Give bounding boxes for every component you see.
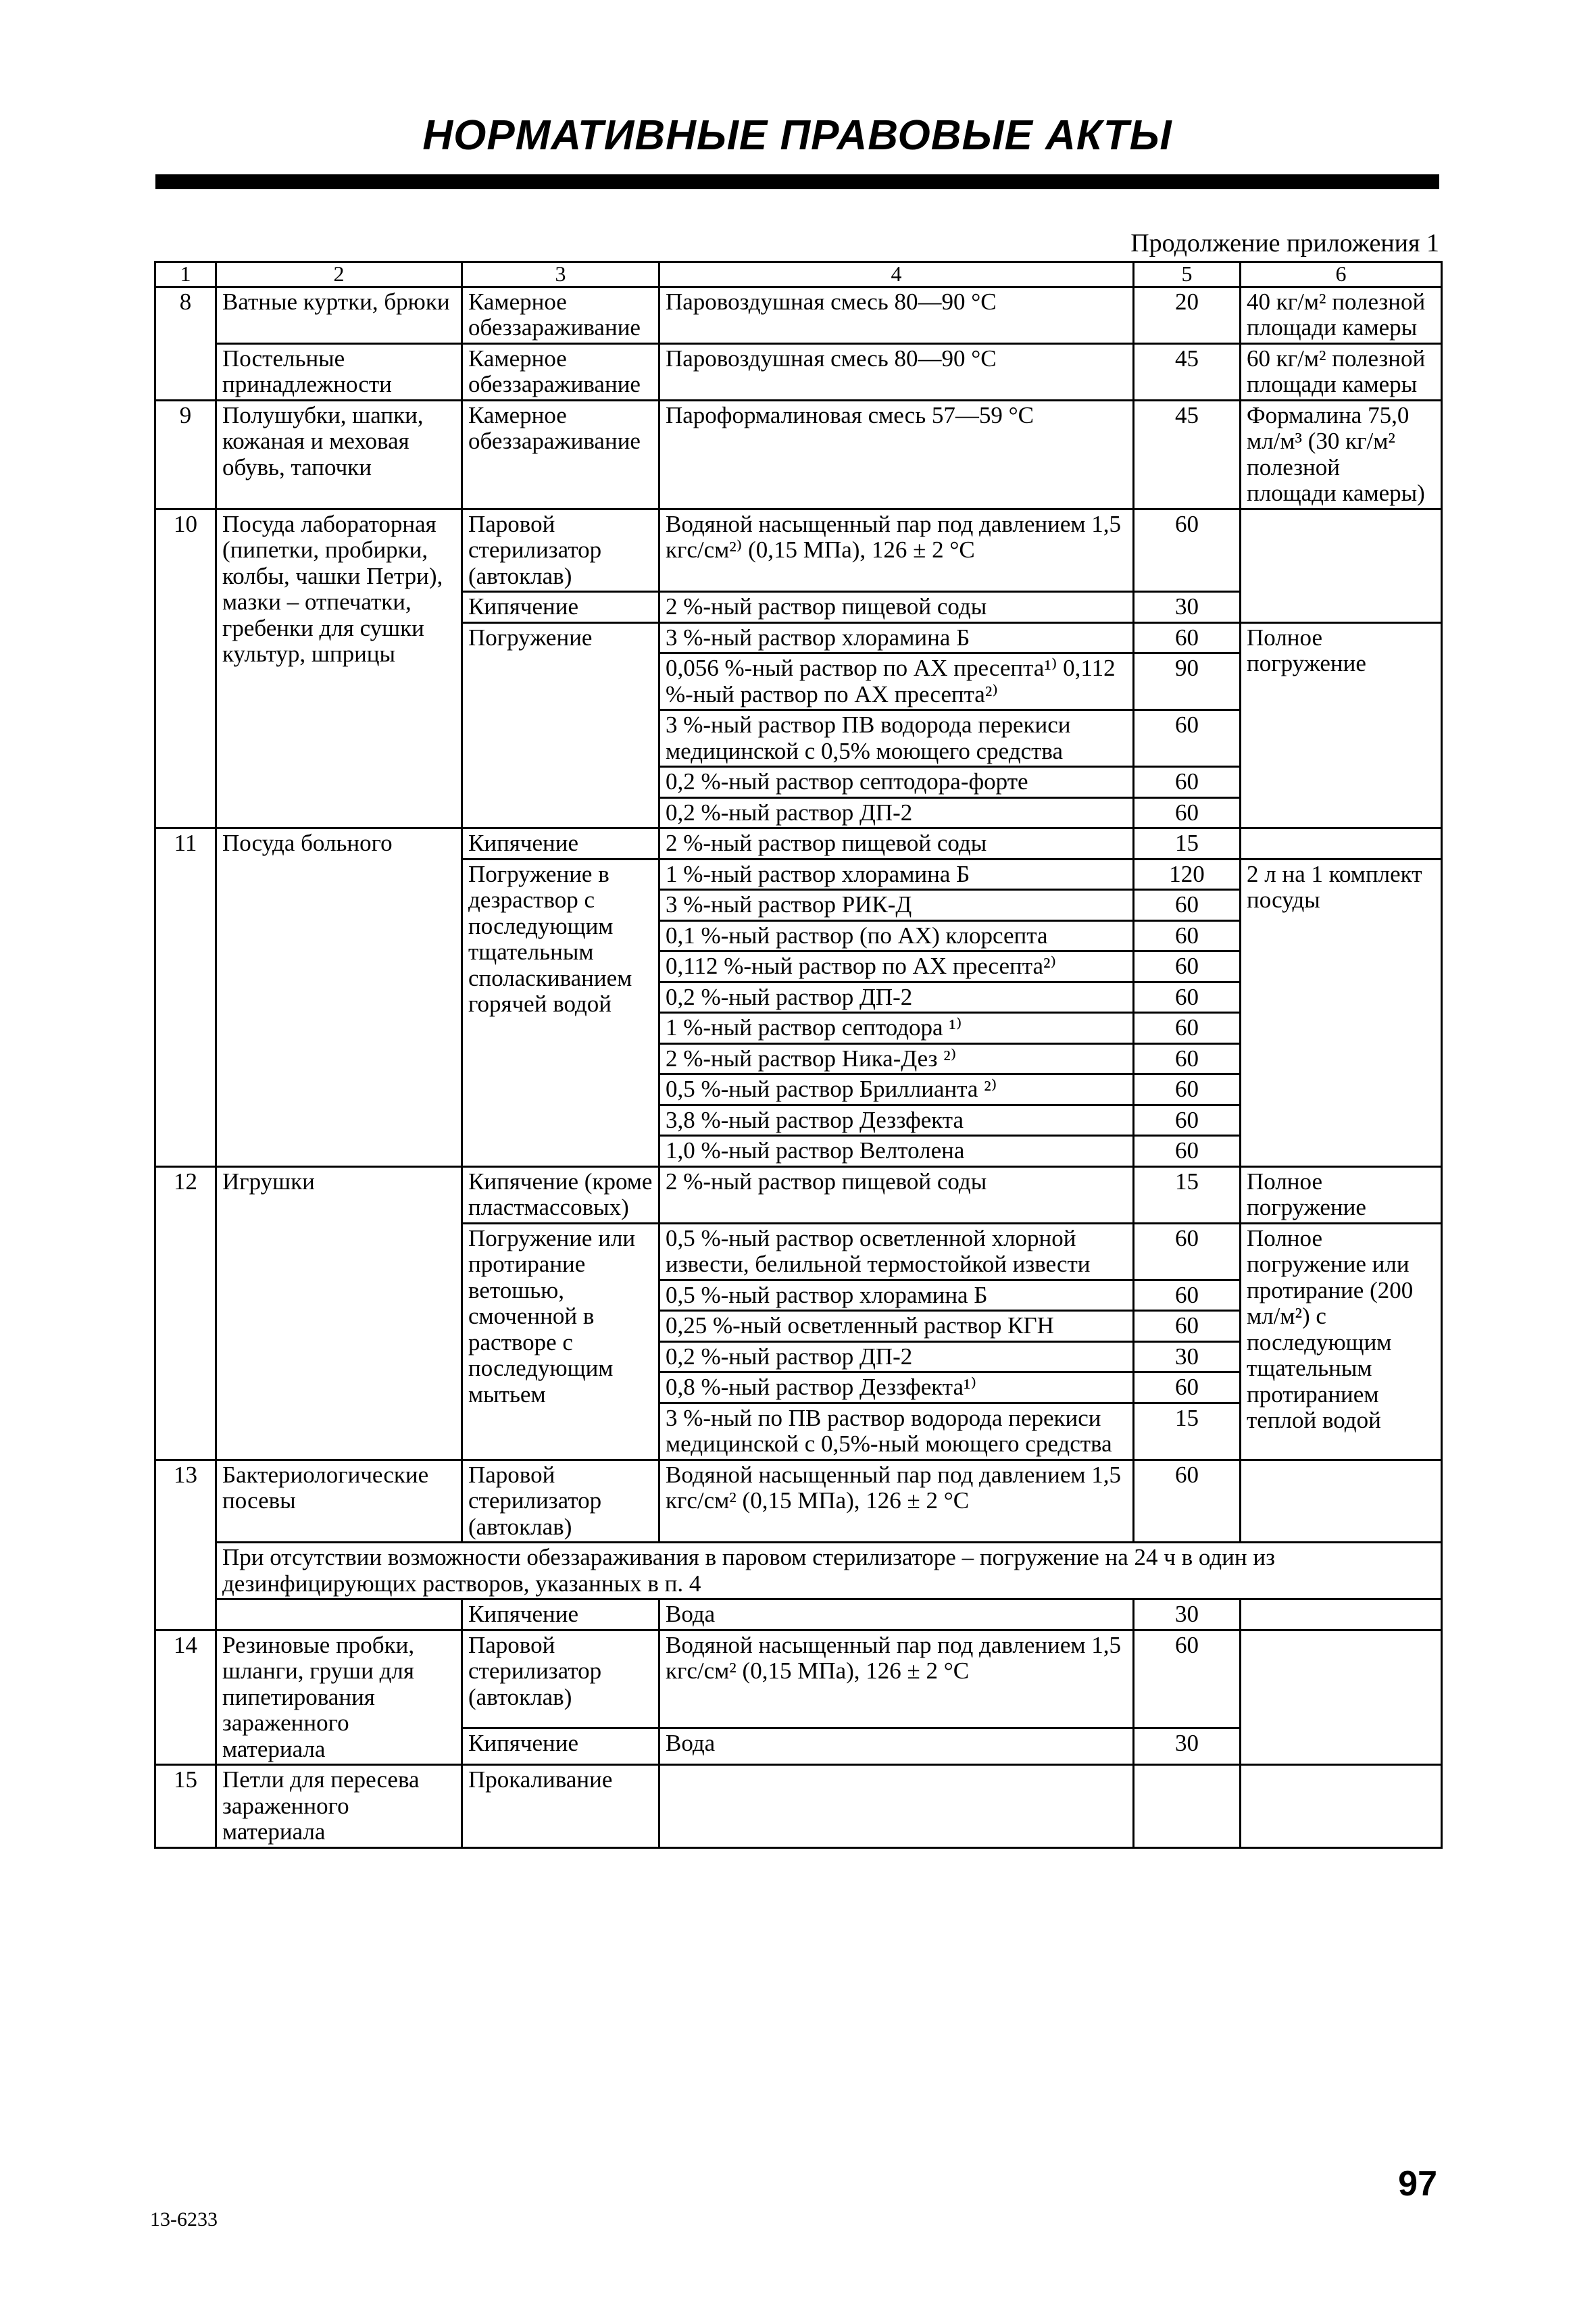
time-cell: 60: [1134, 1074, 1241, 1105]
agent-cell: Вода: [659, 1599, 1134, 1631]
object-cell: Посуда лабораторная (пипетки, пробирки, колбы, чашки Петри), мазки – отпечатки, гребенки для сушки культур, шприцы: [216, 509, 462, 828]
time-cell: 60: [1134, 1013, 1241, 1044]
agent-cell: 2 %-ный раствор пищевой соды: [659, 828, 1134, 860]
table-row: [155, 1460, 1442, 1543]
note-cell: [1241, 1599, 1442, 1631]
object-cell: Постельные принадлежности: [216, 343, 462, 400]
time-cell: 60: [1134, 710, 1241, 767]
method-cell: Кипячение: [462, 592, 659, 623]
time-cell: 60: [1134, 1136, 1241, 1167]
method-cell: Камерное обеззараживание: [462, 287, 659, 343]
column-number: 6: [1241, 262, 1442, 287]
row-number: 15: [155, 1765, 216, 1848]
time-cell: 20: [1134, 287, 1241, 343]
object-cell: [216, 1599, 462, 1631]
method-cell: Прокаливание: [462, 1765, 659, 1848]
table-row: [155, 400, 1442, 509]
header-title: НОРМАТИВНЫЕ ПРАВОВЫЕ АКТЫ: [422, 112, 1172, 159]
agent-cell: 0,112 %-ный раствор по АХ пресепта²⁾: [659, 951, 1134, 982]
method-cell: Камерное обеззараживание: [462, 343, 659, 400]
time-cell: 60: [1134, 890, 1241, 921]
agent-cell: 2 %-ный раствор пищевой соды: [659, 1166, 1134, 1223]
method-cell: Кипячение: [462, 828, 659, 860]
time-cell: 60: [1134, 1105, 1241, 1136]
method-cell: Паровой стерилизатор (автоклав): [462, 1460, 659, 1543]
table-row: [155, 1630, 1442, 1728]
agent-cell: Водяной насыщенный пар под давлением 1,5 кгс/см² (0,15 МПа), 126 ± 2 °С: [659, 1460, 1134, 1543]
agent-cell: 0,2 %-ный раствор ДП-2: [659, 797, 1134, 828]
object-cell: Полушубки, шапки, кожаная и меховая обувь, тапочки: [216, 400, 462, 509]
agent-cell: Пароформалиновая смесь 57—59 °С: [659, 400, 1134, 509]
agent-cell: 0,2 %-ный раствор септодора-форте: [659, 767, 1134, 798]
table-row: [155, 1543, 1442, 1599]
row-number: 8: [155, 287, 216, 400]
time-cell: 60: [1134, 920, 1241, 951]
table-row: [155, 343, 1442, 400]
note-cell: 2 л на 1 комплект посуды: [1241, 859, 1442, 1166]
column-number: 3: [462, 262, 659, 287]
agent-cell: 0,056 %-ный раствор по АХ пресепта¹⁾ 0,112 %-ный раствор по АХ пресепта²⁾: [659, 653, 1134, 710]
row-number: 14: [155, 1630, 216, 1765]
time-cell: 60: [1134, 1460, 1241, 1543]
time-cell: 60: [1134, 1311, 1241, 1342]
column-number: 2: [216, 262, 462, 287]
agent-cell: 3 %-ный по ПВ раствор водорода перекиси медицинской с 0,5%-ный моющего средства: [659, 1403, 1134, 1460]
note-span-cell: При отсутствии возможности обеззараживания в паровом стерилизаторе – погружение на 24 ч в один из дезинфицирующих растворов, указанных в п. 4: [216, 1543, 1442, 1599]
table-row: [155, 828, 1442, 860]
time-cell: 60: [1134, 1043, 1241, 1074]
time-cell: 30: [1134, 1341, 1241, 1372]
time-cell: 45: [1134, 400, 1241, 509]
note-cell: Полное погружение: [1241, 622, 1442, 828]
time-cell: 60: [1134, 982, 1241, 1013]
table-row: [155, 287, 1442, 343]
object-cell: Бактериологические посевы: [216, 1460, 462, 1543]
time-cell: 60: [1134, 767, 1241, 798]
time-cell: 15: [1134, 1403, 1241, 1460]
method-cell: Кипячение: [462, 1599, 659, 1631]
note-cell: Полное погружение: [1241, 1166, 1442, 1223]
method-cell: Кипячение: [462, 1728, 659, 1765]
agent-cell: 0,1 %-ный раствор (по АХ) клорсепта: [659, 920, 1134, 951]
method-cell: Погружение: [462, 622, 659, 828]
row-number: 12: [155, 1166, 216, 1460]
footer-code: 13-6233: [150, 2208, 218, 2231]
time-cell: 60: [1134, 509, 1241, 592]
row-number: 9: [155, 400, 216, 509]
object-cell: Посуда больного: [216, 828, 462, 1167]
page-header: [155, 111, 1439, 159]
time-cell: 120: [1134, 859, 1241, 890]
agent-cell: Паровоздушная смесь 80—90 °С: [659, 287, 1134, 343]
agent-cell: 1 %-ный раствор хлорамина Б: [659, 859, 1134, 890]
method-cell: Паровой стерилизатор (автоклав): [462, 1630, 659, 1728]
note-cell: [1241, 1630, 1442, 1765]
method-cell: Паровой стерилизатор (автоклав): [462, 509, 659, 592]
row-number: 11: [155, 828, 216, 1167]
agent-cell: 3 %-ный раствор ПВ водорода перекиси медицинской с 0,5% моющего средства: [659, 710, 1134, 767]
note-cell: Формалина 75,0 мл/м³ (30 кг/м² полезной площади камеры): [1241, 400, 1442, 509]
agent-cell: 0,25 %-ный осветленный раствор КГН: [659, 1311, 1134, 1342]
agent-cell: 0,5 %-ный раствор Бриллианта ²⁾: [659, 1074, 1134, 1105]
method-cell: Погружение в дезраствор с последующим тщательным споласкиванием горячей водой: [462, 859, 659, 1166]
time-cell: 60: [1134, 1223, 1241, 1280]
agent-cell: 3 %-ный раствор РИК-Д: [659, 890, 1134, 921]
agent-cell: 0,2 %-ный раствор ДП-2: [659, 1341, 1134, 1372]
disinfection-table: [154, 261, 1443, 1849]
table-row: [155, 509, 1442, 592]
note-cell: [1241, 1765, 1442, 1848]
agent-cell: 0,8 %-ный раствор Деззфекта¹⁾: [659, 1372, 1134, 1403]
column-number: 1: [155, 262, 216, 287]
time-cell: 30: [1134, 1728, 1241, 1765]
note-cell: Полное погружение или протирание (200 мл/м²) с последующим тщательным протиранием теплой водой: [1241, 1223, 1442, 1460]
agent-cell: 2 %-ный раствор Ника-Дез ²⁾: [659, 1043, 1134, 1074]
time-cell: [1134, 1765, 1241, 1848]
object-cell: Петли для пересева зараженного материала: [216, 1765, 462, 1848]
column-numbers-row: [155, 262, 1442, 287]
table-row: [155, 1765, 1442, 1848]
agent-cell: Вода: [659, 1728, 1134, 1765]
time-cell: 60: [1134, 951, 1241, 982]
note-cell: [1241, 509, 1442, 622]
note-cell: 60 кг/м² полезной площади камеры: [1241, 343, 1442, 400]
object-cell: Резиновые пробки, шланги, груши для пипетирования зараженного материала: [216, 1630, 462, 1765]
agent-cell: Водяной насыщенный пар под давлением 1,5 кгс/см² (0,15 МПа), 126 ± 2 °С: [659, 1630, 1134, 1728]
time-cell: 30: [1134, 1599, 1241, 1631]
note-cell: 40 кг/м² полезной площади камеры: [1241, 287, 1442, 343]
agent-cell: Водяной насыщенный пар под давлением 1,5 кгс/см²⁾ (0,15 МПа), 126 ± 2 °С: [659, 509, 1134, 592]
row-number: 13: [155, 1460, 216, 1630]
table-row: [155, 1166, 1442, 1223]
column-number: 5: [1134, 262, 1241, 287]
note-cell: [1241, 828, 1442, 860]
agent-cell: 2 %-ный раствор пищевой соды: [659, 592, 1134, 623]
time-cell: 90: [1134, 653, 1241, 710]
agent-cell: Паровоздушная смесь 80—90 °С: [659, 343, 1134, 400]
agent-cell: 0,5 %-ный раствор хлорамина Б: [659, 1280, 1134, 1311]
time-cell: 15: [1134, 1166, 1241, 1223]
agent-cell: 1,0 %-ный раствор Велтолена: [659, 1136, 1134, 1167]
agent-cell: 3 %-ный раствор хлорамина Б: [659, 622, 1134, 653]
agent-cell: 0,5 %-ный раствор осветленной хлорной извести, белильной термостойкой извести: [659, 1223, 1134, 1280]
agent-cell: 1 %-ный раствор септодора ¹⁾: [659, 1013, 1134, 1044]
time-cell: 60: [1134, 1280, 1241, 1311]
page-number: 97: [1398, 2164, 1437, 2204]
time-cell: 60: [1134, 1630, 1241, 1728]
agent-cell: 0,2 %-ный раствор ДП-2: [659, 982, 1134, 1013]
time-cell: 60: [1134, 1372, 1241, 1403]
time-cell: 30: [1134, 592, 1241, 623]
method-cell: Кипячение (кроме пластмассовых): [462, 1166, 659, 1223]
column-number: 4: [659, 262, 1134, 287]
agent-cell: 3,8 %-ный раствор Деззфекта: [659, 1105, 1134, 1136]
time-cell: 60: [1134, 797, 1241, 828]
time-cell: 45: [1134, 343, 1241, 400]
agent-cell: [659, 1765, 1134, 1848]
object-cell: Игрушки: [216, 1166, 462, 1460]
note-cell: [1241, 1460, 1442, 1543]
method-cell: Камерное обеззараживание: [462, 400, 659, 509]
header-rule: [155, 174, 1439, 189]
time-cell: 15: [1134, 828, 1241, 860]
time-cell: 60: [1134, 622, 1241, 653]
object-cell: Ватные куртки, брюки: [216, 287, 462, 343]
row-number: 10: [155, 509, 216, 828]
table-row: [155, 1599, 1442, 1631]
continuation-note: Продолжение приложения 1: [1130, 229, 1439, 257]
method-cell: Погружение или протирание ветошью, смоченной в растворе с последующим мытьем: [462, 1223, 659, 1460]
